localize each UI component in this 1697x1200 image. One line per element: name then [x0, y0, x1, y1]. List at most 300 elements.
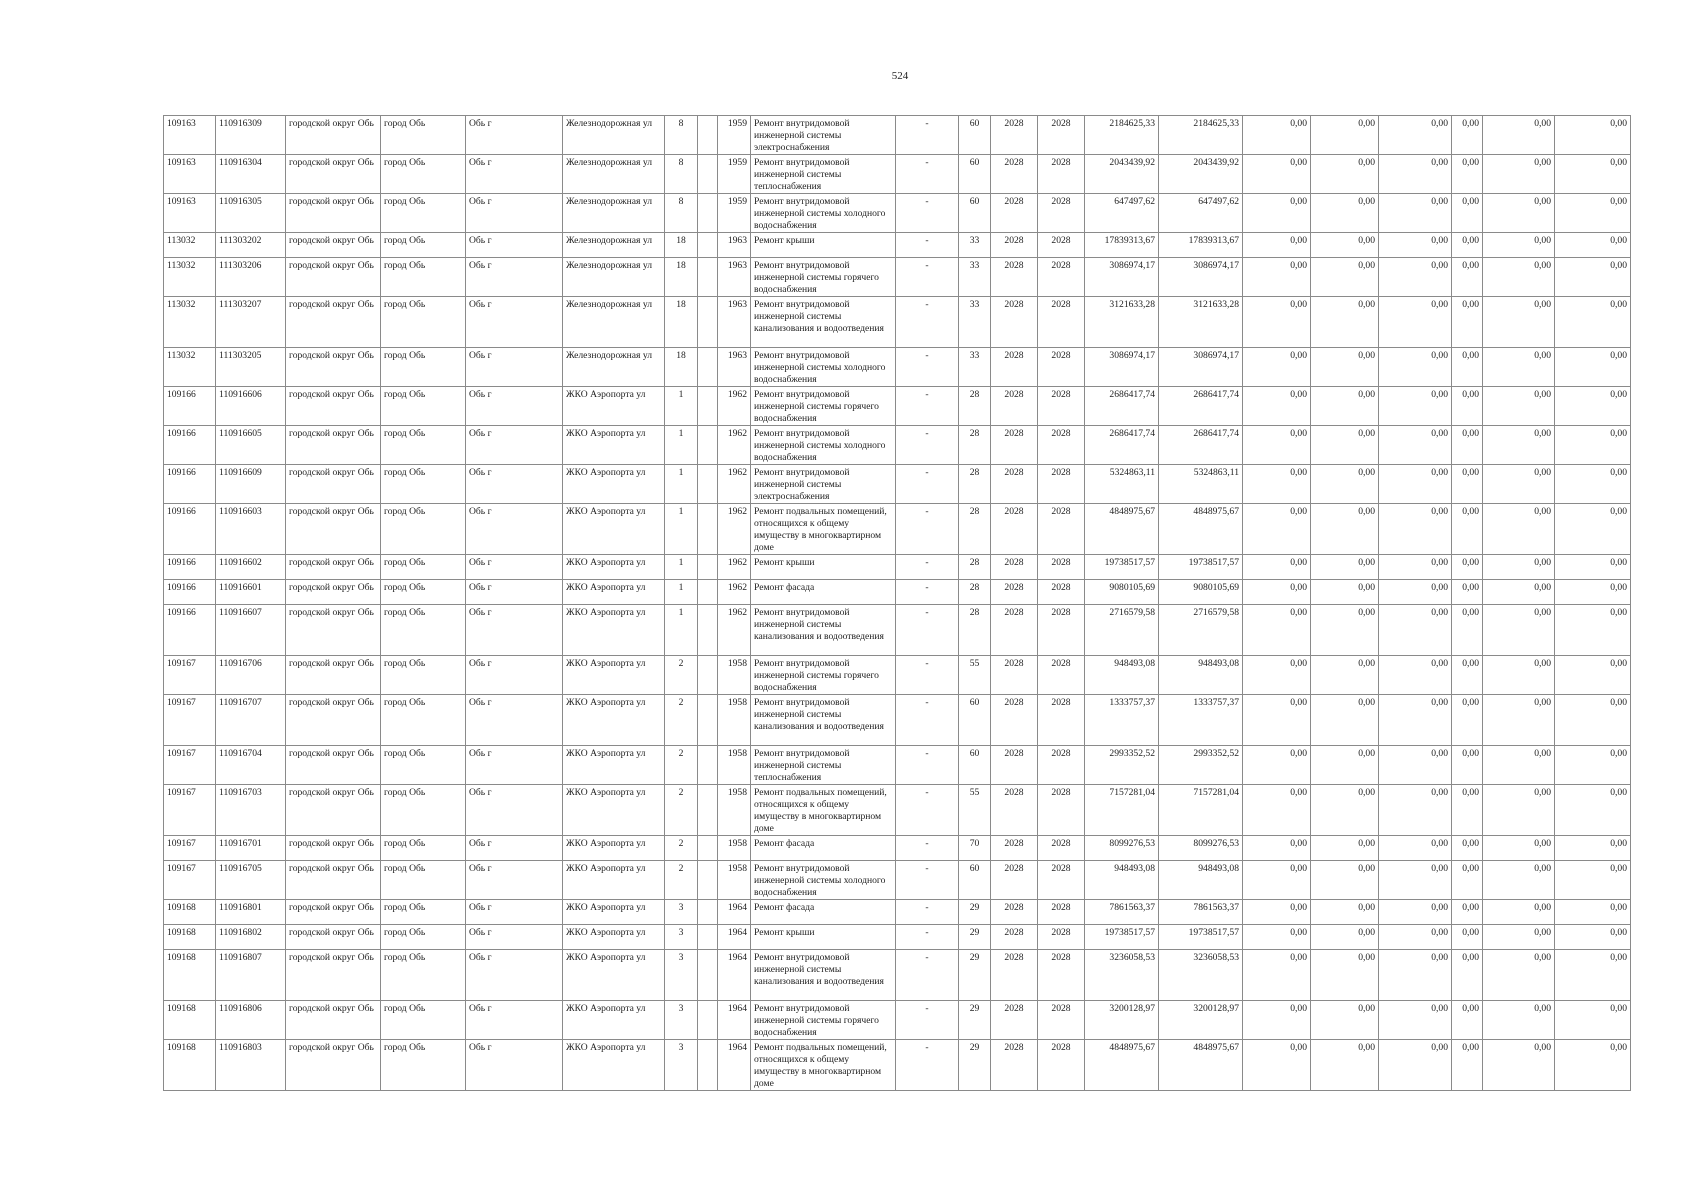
cell-dash: -	[896, 785, 959, 836]
cell-cost-total: 3236058,53	[1085, 950, 1159, 1001]
cell-amount-3: 0,00	[1379, 580, 1452, 605]
cell-plan-start: 2028	[991, 925, 1038, 950]
table-row	[164, 746, 1631, 785]
cell-wear: 28	[959, 555, 991, 580]
cell-amount-5: 0,00	[1483, 695, 1555, 746]
cell-amount-4: 0,00	[1452, 900, 1483, 925]
cell-amount-5: 0,00	[1483, 605, 1555, 656]
cell-amount-5: 0,00	[1483, 656, 1555, 695]
cell-settlement: город Обь	[381, 836, 466, 861]
cell-house-number: 18	[665, 233, 698, 258]
cell-work-type: Ремонт крыши	[751, 233, 896, 258]
cell-locality: Обь г	[466, 836, 563, 861]
cell-street: ЖКО Аэропорта ул	[563, 387, 665, 426]
cell-amount-3: 0,00	[1379, 950, 1452, 1001]
cell-amount-2: 0,00	[1311, 785, 1379, 836]
cell-build-year: 1962	[718, 387, 751, 426]
cell-locality: Обь г	[466, 504, 563, 555]
cell-work-type: Ремонт внутридомовой инженерной системы электроснабжения	[751, 116, 896, 155]
cell-wear: 60	[959, 695, 991, 746]
cell-cost-total: 9080105,69	[1085, 580, 1159, 605]
cell-dash: -	[896, 950, 959, 1001]
cell-house-id: 109168	[164, 900, 216, 925]
cell-amount-3: 0,00	[1379, 426, 1452, 465]
register-table	[163, 115, 1631, 1091]
cell-house-id: 113032	[164, 233, 216, 258]
cell-street: ЖКО Аэропорта ул	[563, 605, 665, 656]
cell-plan-end: 2028	[1038, 258, 1085, 297]
cell-amount-3: 0,00	[1379, 116, 1452, 155]
cell-plan-start: 2028	[991, 194, 1038, 233]
cell-amount-1: 0,00	[1243, 1040, 1311, 1091]
cell-work-type: Ремонт подвальных помещений, относящихся к общему имуществу в многоквартирном доме	[751, 504, 896, 555]
cell-house-number: 1	[665, 580, 698, 605]
cell-work-type: Ремонт внутридомовой инженерной системы канализования и водоотведения	[751, 695, 896, 746]
cell-locality: Обь г	[466, 695, 563, 746]
page-number: 524	[891, 70, 909, 82]
cell-dash: -	[896, 387, 959, 426]
cell-build-year: 1958	[718, 695, 751, 746]
cell-amount-3: 0,00	[1379, 656, 1452, 695]
cell-amount-1: 0,00	[1243, 348, 1311, 387]
cell-wear: 29	[959, 925, 991, 950]
cell-cost-total: 647497,62	[1085, 194, 1159, 233]
cell-house-id: 109168	[164, 950, 216, 1001]
cell-street: ЖКО Аэропорта ул	[563, 746, 665, 785]
cell-build-year: 1962	[718, 504, 751, 555]
cell-amount-2: 0,00	[1311, 900, 1379, 925]
cell-cost-total: 2686417,74	[1085, 426, 1159, 465]
cell-work-type: Ремонт фасада	[751, 580, 896, 605]
cell-element-id: 110916601	[216, 580, 286, 605]
cell-plan-end: 2028	[1038, 155, 1085, 194]
cell-house-id: 109166	[164, 387, 216, 426]
cell-amount-4: 0,00	[1452, 555, 1483, 580]
cell-dash: -	[896, 580, 959, 605]
cell-amount-1: 0,00	[1243, 656, 1311, 695]
cell-building	[698, 258, 718, 297]
cell-plan-start: 2028	[991, 580, 1038, 605]
cell-cost-fund: 9080105,69	[1159, 580, 1243, 605]
cell-wear: 33	[959, 258, 991, 297]
cell-building	[698, 155, 718, 194]
cell-plan-start: 2028	[991, 387, 1038, 426]
cell-amount-5: 0,00	[1483, 297, 1555, 348]
cell-amount-3: 0,00	[1379, 1001, 1452, 1040]
cell-build-year: 1958	[718, 836, 751, 861]
cell-cost-fund: 7157281,04	[1159, 785, 1243, 836]
cell-amount-5: 0,00	[1483, 785, 1555, 836]
cell-amount-4: 0,00	[1452, 387, 1483, 426]
cell-amount-2: 0,00	[1311, 746, 1379, 785]
cell-settlement: город Обь	[381, 258, 466, 297]
cell-plan-end: 2028	[1038, 836, 1085, 861]
cell-settlement: город Обь	[381, 555, 466, 580]
cell-plan-end: 2028	[1038, 695, 1085, 746]
cell-plan-start: 2028	[991, 1001, 1038, 1040]
cell-build-year: 1962	[718, 605, 751, 656]
cell-wear: 55	[959, 656, 991, 695]
cell-dash: -	[896, 836, 959, 861]
cell-amount-4: 0,00	[1452, 297, 1483, 348]
cell-wear: 28	[959, 387, 991, 426]
cell-municipality: городской округ Обь	[286, 580, 381, 605]
cell-settlement: город Обь	[381, 1040, 466, 1091]
cell-building	[698, 1040, 718, 1091]
cell-build-year: 1964	[718, 925, 751, 950]
cell-settlement: город Обь	[381, 194, 466, 233]
cell-municipality: городской округ Обь	[286, 861, 381, 900]
cell-dash: -	[896, 925, 959, 950]
cell-amount-4: 0,00	[1452, 950, 1483, 1001]
cell-work-type: Ремонт внутридомовой инженерной системы электроснабжения	[751, 465, 896, 504]
cell-amount-2: 0,00	[1311, 555, 1379, 580]
cell-work-type: Ремонт внутридомовой инженерной системы канализования и водоотведения	[751, 605, 896, 656]
cell-element-id: 110916801	[216, 900, 286, 925]
cell-municipality: городской округ Обь	[286, 348, 381, 387]
cell-dash: -	[896, 348, 959, 387]
table-row	[164, 465, 1631, 504]
cell-plan-start: 2028	[991, 116, 1038, 155]
cell-amount-3: 0,00	[1379, 194, 1452, 233]
table-row	[164, 580, 1631, 605]
cell-amount-2: 0,00	[1311, 695, 1379, 746]
cell-amount-6: 0,00	[1555, 348, 1631, 387]
cell-amount-1: 0,00	[1243, 387, 1311, 426]
cell-wear: 29	[959, 900, 991, 925]
cell-dash: -	[896, 900, 959, 925]
cell-cost-fund: 2716579,58	[1159, 605, 1243, 656]
cell-house-number: 8	[665, 116, 698, 155]
cell-wear: 60	[959, 194, 991, 233]
cell-amount-5: 0,00	[1483, 580, 1555, 605]
cell-municipality: городской округ Обь	[286, 194, 381, 233]
cell-amount-6: 0,00	[1555, 836, 1631, 861]
cell-amount-4: 0,00	[1452, 746, 1483, 785]
cell-house-id: 109163	[164, 194, 216, 233]
cell-cost-fund: 948493,08	[1159, 656, 1243, 695]
cell-amount-1: 0,00	[1243, 1001, 1311, 1040]
cell-cost-fund: 19738517,57	[1159, 925, 1243, 950]
cell-house-number: 3	[665, 900, 698, 925]
cell-amount-5: 0,00	[1483, 950, 1555, 1001]
cell-house-id: 109167	[164, 836, 216, 861]
cell-building	[698, 925, 718, 950]
cell-amount-3: 0,00	[1379, 465, 1452, 504]
cell-street: ЖКО Аэропорта ул	[563, 555, 665, 580]
cell-plan-end: 2028	[1038, 785, 1085, 836]
cell-locality: Обь г	[466, 746, 563, 785]
cell-amount-1: 0,00	[1243, 233, 1311, 258]
cell-build-year: 1964	[718, 1001, 751, 1040]
cell-locality: Обь г	[466, 1001, 563, 1040]
cell-plan-start: 2028	[991, 950, 1038, 1001]
cell-amount-5: 0,00	[1483, 746, 1555, 785]
cell-building	[698, 746, 718, 785]
cell-house-number: 2	[665, 861, 698, 900]
cell-work-type: Ремонт внутридомовой инженерной системы теплоснабжения	[751, 155, 896, 194]
cell-dash: -	[896, 465, 959, 504]
cell-house-id: 109166	[164, 504, 216, 555]
cell-municipality: городской округ Обь	[286, 836, 381, 861]
cell-wear: 28	[959, 426, 991, 465]
cell-street: ЖКО Аэропорта ул	[563, 580, 665, 605]
cell-house-id: 113032	[164, 258, 216, 297]
cell-street: ЖКО Аэропорта ул	[563, 785, 665, 836]
cell-amount-3: 0,00	[1379, 555, 1452, 580]
cell-element-id: 110916609	[216, 465, 286, 504]
cell-build-year: 1958	[718, 746, 751, 785]
table-row	[164, 258, 1631, 297]
cell-element-id: 110916806	[216, 1001, 286, 1040]
cell-municipality: городской округ Обь	[286, 785, 381, 836]
cell-cost-total: 3086974,17	[1085, 348, 1159, 387]
cell-element-id: 110916706	[216, 656, 286, 695]
cell-amount-1: 0,00	[1243, 695, 1311, 746]
table-row	[164, 387, 1631, 426]
cell-plan-start: 2028	[991, 504, 1038, 555]
cell-work-type: Ремонт внутридомовой инженерной системы холодного водоснабжения	[751, 426, 896, 465]
cell-amount-4: 0,00	[1452, 695, 1483, 746]
cell-amount-6: 0,00	[1555, 1040, 1631, 1091]
cell-cost-fund: 2686417,74	[1159, 387, 1243, 426]
cell-wear: 29	[959, 1040, 991, 1091]
cell-cost-total: 3200128,97	[1085, 1001, 1159, 1040]
cell-amount-6: 0,00	[1555, 656, 1631, 695]
cell-element-id: 110916607	[216, 605, 286, 656]
cell-cost-total: 1333757,37	[1085, 695, 1159, 746]
cell-building	[698, 194, 718, 233]
table-row	[164, 155, 1631, 194]
cell-amount-4: 0,00	[1452, 504, 1483, 555]
cell-amount-4: 0,00	[1452, 233, 1483, 258]
cell-build-year: 1959	[718, 194, 751, 233]
cell-cost-total: 4848975,67	[1085, 1040, 1159, 1091]
cell-settlement: город Обь	[381, 504, 466, 555]
cell-plan-end: 2028	[1038, 1001, 1085, 1040]
cell-plan-end: 2028	[1038, 746, 1085, 785]
cell-wear: 28	[959, 605, 991, 656]
cell-building	[698, 1001, 718, 1040]
cell-amount-5: 0,00	[1483, 925, 1555, 950]
cell-dash: -	[896, 155, 959, 194]
cell-amount-1: 0,00	[1243, 426, 1311, 465]
table-row	[164, 656, 1631, 695]
cell-locality: Обь г	[466, 1040, 563, 1091]
cell-work-type: Ремонт внутридомовой инженерной системы холодного водоснабжения	[751, 194, 896, 233]
cell-street: Железнодорожная ул	[563, 297, 665, 348]
cell-plan-start: 2028	[991, 426, 1038, 465]
cell-element-id: 110916705	[216, 861, 286, 900]
cell-amount-1: 0,00	[1243, 785, 1311, 836]
cell-work-type: Ремонт фасада	[751, 836, 896, 861]
cell-settlement: город Обь	[381, 465, 466, 504]
cell-municipality: городской округ Обь	[286, 925, 381, 950]
cell-cost-total: 2184625,33	[1085, 116, 1159, 155]
cell-amount-4: 0,00	[1452, 861, 1483, 900]
cell-settlement: город Обь	[381, 387, 466, 426]
cell-amount-3: 0,00	[1379, 836, 1452, 861]
cell-house-id: 109167	[164, 695, 216, 746]
cell-house-id: 109163	[164, 155, 216, 194]
cell-cost-total: 5324863,11	[1085, 465, 1159, 504]
cell-amount-3: 0,00	[1379, 233, 1452, 258]
cell-house-id: 109167	[164, 656, 216, 695]
cell-cost-fund: 3236058,53	[1159, 950, 1243, 1001]
table-row	[164, 116, 1631, 155]
cell-amount-4: 0,00	[1452, 116, 1483, 155]
cell-wear: 33	[959, 297, 991, 348]
cell-amount-5: 0,00	[1483, 836, 1555, 861]
cell-house-number: 2	[665, 836, 698, 861]
cell-house-id: 109167	[164, 861, 216, 900]
cell-locality: Обь г	[466, 194, 563, 233]
table-row	[164, 861, 1631, 900]
cell-locality: Обь г	[466, 348, 563, 387]
cell-build-year: 1962	[718, 555, 751, 580]
cell-municipality: городской округ Обь	[286, 116, 381, 155]
cell-amount-5: 0,00	[1483, 387, 1555, 426]
cell-building	[698, 580, 718, 605]
cell-plan-end: 2028	[1038, 465, 1085, 504]
cell-municipality: городской округ Обь	[286, 258, 381, 297]
cell-locality: Обь г	[466, 580, 563, 605]
cell-plan-end: 2028	[1038, 605, 1085, 656]
cell-street: ЖКО Аэропорта ул	[563, 950, 665, 1001]
cell-plan-start: 2028	[991, 836, 1038, 861]
cell-settlement: город Обь	[381, 116, 466, 155]
cell-dash: -	[896, 297, 959, 348]
cell-building	[698, 297, 718, 348]
cell-municipality: городской округ Обь	[286, 555, 381, 580]
cell-dash: -	[896, 233, 959, 258]
cell-cost-fund: 1333757,37	[1159, 695, 1243, 746]
cell-cost-fund: 8099276,53	[1159, 836, 1243, 861]
cell-element-id: 110916701	[216, 836, 286, 861]
cell-building	[698, 900, 718, 925]
table-row	[164, 555, 1631, 580]
cell-building	[698, 116, 718, 155]
cell-amount-6: 0,00	[1555, 233, 1631, 258]
cell-house-number: 3	[665, 925, 698, 950]
cell-wear: 60	[959, 116, 991, 155]
cell-amount-2: 0,00	[1311, 925, 1379, 950]
cell-settlement: город Обь	[381, 900, 466, 925]
cell-municipality: городской округ Обь	[286, 426, 381, 465]
cell-cost-fund: 2043439,92	[1159, 155, 1243, 194]
cell-cost-fund: 7861563,37	[1159, 900, 1243, 925]
cell-amount-5: 0,00	[1483, 1001, 1555, 1040]
cell-dash: -	[896, 426, 959, 465]
cell-plan-end: 2028	[1038, 656, 1085, 695]
cell-plan-start: 2028	[991, 785, 1038, 836]
cell-building	[698, 387, 718, 426]
cell-amount-4: 0,00	[1452, 155, 1483, 194]
cell-cost-fund: 3200128,97	[1159, 1001, 1243, 1040]
cell-amount-3: 0,00	[1379, 258, 1452, 297]
cell-house-number: 3	[665, 950, 698, 1001]
cell-building	[698, 656, 718, 695]
cell-amount-6: 0,00	[1555, 387, 1631, 426]
cell-work-type: Ремонт фасада	[751, 900, 896, 925]
cell-amount-1: 0,00	[1243, 746, 1311, 785]
cell-amount-3: 0,00	[1379, 348, 1452, 387]
cell-house-id: 113032	[164, 348, 216, 387]
cell-amount-6: 0,00	[1555, 605, 1631, 656]
cell-cost-total: 3086974,17	[1085, 258, 1159, 297]
cell-element-id: 110916807	[216, 950, 286, 1001]
cell-house-id: 109166	[164, 605, 216, 656]
cell-cost-fund: 2993352,52	[1159, 746, 1243, 785]
cell-amount-1: 0,00	[1243, 465, 1311, 504]
cell-house-id: 109166	[164, 555, 216, 580]
cell-building	[698, 504, 718, 555]
cell-amount-2: 0,00	[1311, 1040, 1379, 1091]
table-row	[164, 348, 1631, 387]
cell-work-type: Ремонт внутридомовой инженерной системы горячего водоснабжения	[751, 656, 896, 695]
cell-settlement: город Обь	[381, 925, 466, 950]
cell-amount-2: 0,00	[1311, 348, 1379, 387]
cell-amount-2: 0,00	[1311, 1001, 1379, 1040]
cell-amount-6: 0,00	[1555, 258, 1631, 297]
cell-cost-total: 17839313,67	[1085, 233, 1159, 258]
cell-amount-2: 0,00	[1311, 836, 1379, 861]
cell-work-type: Ремонт внутридомовой инженерной системы теплоснабжения	[751, 746, 896, 785]
cell-street: Железнодорожная ул	[563, 348, 665, 387]
cell-amount-1: 0,00	[1243, 504, 1311, 555]
cell-dash: -	[896, 555, 959, 580]
cell-settlement: город Обь	[381, 348, 466, 387]
cell-plan-start: 2028	[991, 155, 1038, 194]
cell-municipality: городской округ Обь	[286, 695, 381, 746]
cell-locality: Обь г	[466, 233, 563, 258]
cell-street: ЖКО Аэропорта ул	[563, 861, 665, 900]
cell-cost-fund: 3086974,17	[1159, 258, 1243, 297]
cell-dash: -	[896, 746, 959, 785]
cell-amount-4: 0,00	[1452, 348, 1483, 387]
cell-dash: -	[896, 605, 959, 656]
cell-cost-total: 7861563,37	[1085, 900, 1159, 925]
cell-cost-fund: 5324863,11	[1159, 465, 1243, 504]
cell-amount-6: 0,00	[1555, 861, 1631, 900]
cell-work-type: Ремонт внутридомовой инженерной системы горячего водоснабжения	[751, 1001, 896, 1040]
cell-house-number: 3	[665, 1040, 698, 1091]
cell-amount-3: 0,00	[1379, 746, 1452, 785]
cell-amount-1: 0,00	[1243, 950, 1311, 1001]
cell-plan-start: 2028	[991, 555, 1038, 580]
cell-element-id: 110916605	[216, 426, 286, 465]
cell-building	[698, 605, 718, 656]
cell-building	[698, 348, 718, 387]
cell-amount-5: 0,00	[1483, 555, 1555, 580]
table-row	[164, 297, 1631, 348]
cell-element-id: 111303207	[216, 297, 286, 348]
cell-street: ЖКО Аэропорта ул	[563, 900, 665, 925]
cell-amount-5: 0,00	[1483, 194, 1555, 233]
cell-cost-fund: 2184625,33	[1159, 116, 1243, 155]
cell-plan-end: 2028	[1038, 504, 1085, 555]
cell-amount-2: 0,00	[1311, 656, 1379, 695]
cell-house-number: 18	[665, 348, 698, 387]
cell-settlement: город Обь	[381, 1001, 466, 1040]
cell-amount-2: 0,00	[1311, 465, 1379, 504]
cell-amount-4: 0,00	[1452, 1001, 1483, 1040]
cell-cost-total: 948493,08	[1085, 861, 1159, 900]
cell-cost-total: 19738517,57	[1085, 925, 1159, 950]
cell-plan-start: 2028	[991, 1040, 1038, 1091]
cell-amount-6: 0,00	[1555, 925, 1631, 950]
cell-element-id: 110916602	[216, 555, 286, 580]
